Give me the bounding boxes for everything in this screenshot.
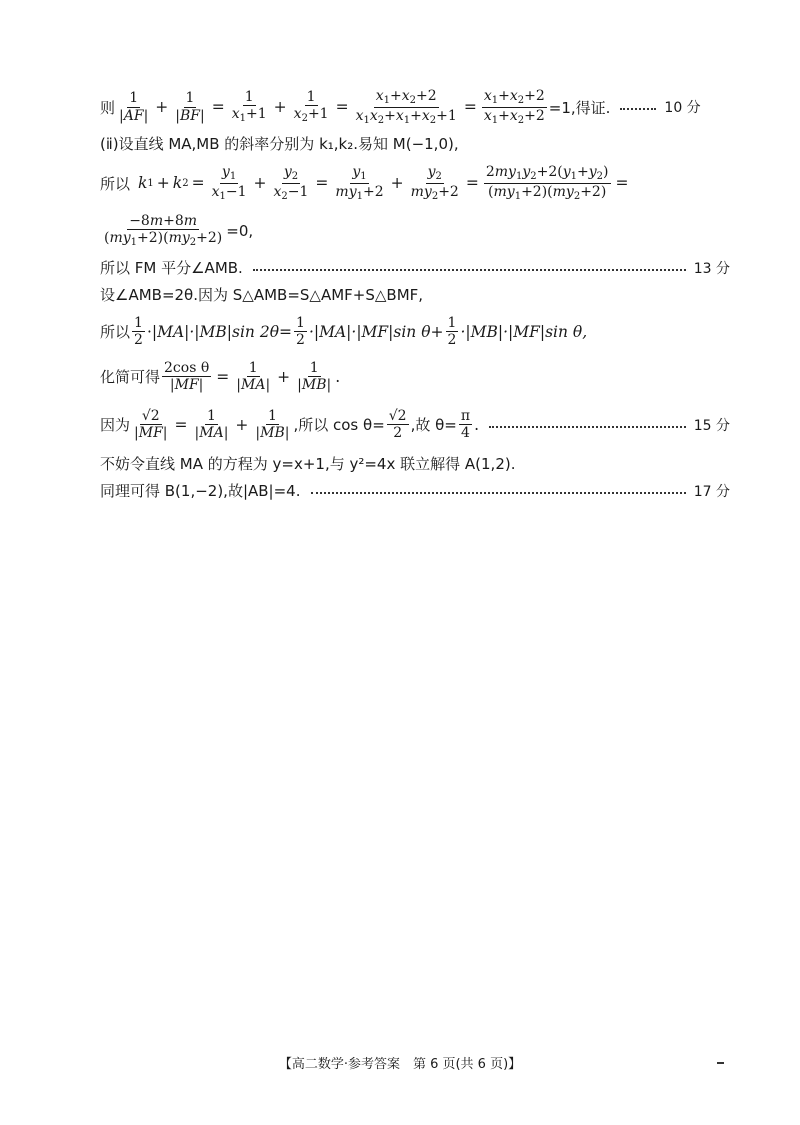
score-leader (620, 108, 656, 110)
fraction: $\frac{\text{2cos θ}}{|MF|}$ (164, 360, 210, 394)
text-line-10: 不妨令直线 MA 的方程为 y=x+1,与 y²=4x 联立解得 A(1,2). (100, 455, 516, 473)
score-label: 15 分 (693, 417, 730, 434)
score-leader (489, 426, 686, 428)
equation-line-9: 因为 $\frac{√2}{|MF|}$ = $\frac{1}{|MA|}$ + $\frac{1}{|MB|}$ ,所以 cos θ= $\frac{√2}{2}$ ,故 θ= $\frac{\pi}{4}$ . 15 分 (100, 408, 730, 442)
fraction: $\frac{1}{|MB|}$ (297, 360, 332, 394)
fraction: $\frac{1}{x_2+1}$ (293, 89, 329, 125)
score-label: 17 分 (693, 483, 730, 500)
fraction: $\frac{1}{|BF|}$ (175, 90, 205, 124)
equation-line-1: 则 $\frac{1}{|AF|}$ + $\frac{1}{|BF|}$ = $\frac{1}{x_1+1}$ + $\frac{1}{x_2+1}$ = $\frac{x_1+x_2+2}{x_1x_2+x_1+x_2+1}$ = $\frac{x_1+x_2+2}{x_1+x_2+2}$ =1,得证. 10 分 (100, 88, 701, 126)
page-footer: 【高二数学·参考答案 第 6 页(共 6 页)】 (278, 1057, 522, 1072)
score-label: 13 分 (693, 260, 730, 277)
text-line-2: (ⅱ)设直线 MA,MB 的斜率分别为 k₁,k₂.易知 M(−1,0), (100, 135, 459, 153)
fraction: $\frac{1}{|MB|}$ (255, 408, 290, 442)
fraction: $\frac{2my_1y_2+2(y_1+y_2)}{(my_1+2)(my_2+2)}$ (485, 164, 609, 202)
score-leader (253, 269, 686, 271)
corner-mark (717, 1062, 724, 1064)
fraction: $\frac{1}{|MA|}$ (194, 408, 229, 442)
fraction: $\frac{1}{2}$ (134, 315, 143, 349)
equation-line-7: 所以 $\frac{1}{2}$ · |MA|·|MB|sin 2θ= $\frac{1}{2}$ ·|MA|·|MF|sin θ+ $\frac{1}{2}$ ·|MB|·|MF|sin θ, (100, 315, 588, 349)
fraction: $\frac{1}{x_1+1}$ (231, 89, 267, 125)
fraction: $\frac{\pi}{4}$ (460, 408, 471, 442)
fraction: $\frac{x_1+x_2+2}{x_1x_2+x_1+x_2+1}$ (355, 88, 457, 126)
fraction: $\frac{1}{|AF|}$ (119, 90, 149, 124)
equation-line-3: 所以 k 1 + k 2 = $\frac{y_1}{x_1-1}$ + $\frac{y_2}{x_2-1}$ = $\frac{y_1}{my_1+2}$ + $\frac{y_2}{my_2+2}$ = $\frac{2my_1y_2+2(y_1+y_2)}{(my_1+2)(my_2+2)}$ = (100, 164, 629, 202)
fraction: $\frac{y_1}{x_1-1}$ (211, 164, 247, 202)
fraction: $\frac{x_1+x_2+2}{x_1+x_2+2}$ (483, 88, 545, 126)
fraction: $\frac{1}{2}$ (447, 315, 457, 349)
text-line-11: 同理可得 B(1,−2),故|AB|=4. 17 分 (100, 482, 730, 500)
fraction: $\frac{-8m+8m}{(my_1+2)(my_2+2)}$ (104, 213, 223, 249)
equation-line-8: 化简可得 $\frac{\text{2cos θ}}{|MF|}$ = $\frac{1}{|MA|}$ + $\frac{1}{|MB|}$ . (100, 360, 341, 394)
fraction: $\frac{y_1}{my_1+2}$ (335, 164, 384, 202)
score-leader (311, 492, 686, 494)
fraction: $\frac{y_2}{my_2+2}$ (410, 164, 459, 202)
fraction: $\frac{√2}{|MF|}$ (134, 408, 168, 442)
fraction: $\frac{1}{|MA|}$ (236, 360, 271, 394)
fraction: $\frac{y_2}{x_2-1}$ (273, 164, 309, 202)
score-label: 10 分 (664, 100, 701, 116)
equation-line-4: $\frac{-8m+8m}{(my_1+2)(my_2+2)}$ =0, (104, 213, 254, 249)
text-line-5: 所以 FM 平分∠AMB. 13 分 (100, 259, 730, 277)
text-line-6: 设∠AMB=2θ.因为 S△AMB=S△AMF+S△BMF, (100, 286, 424, 304)
fraction: $\frac{√2}{2}$ (388, 408, 407, 442)
fraction: $\frac{1}{2}$ (296, 315, 305, 349)
